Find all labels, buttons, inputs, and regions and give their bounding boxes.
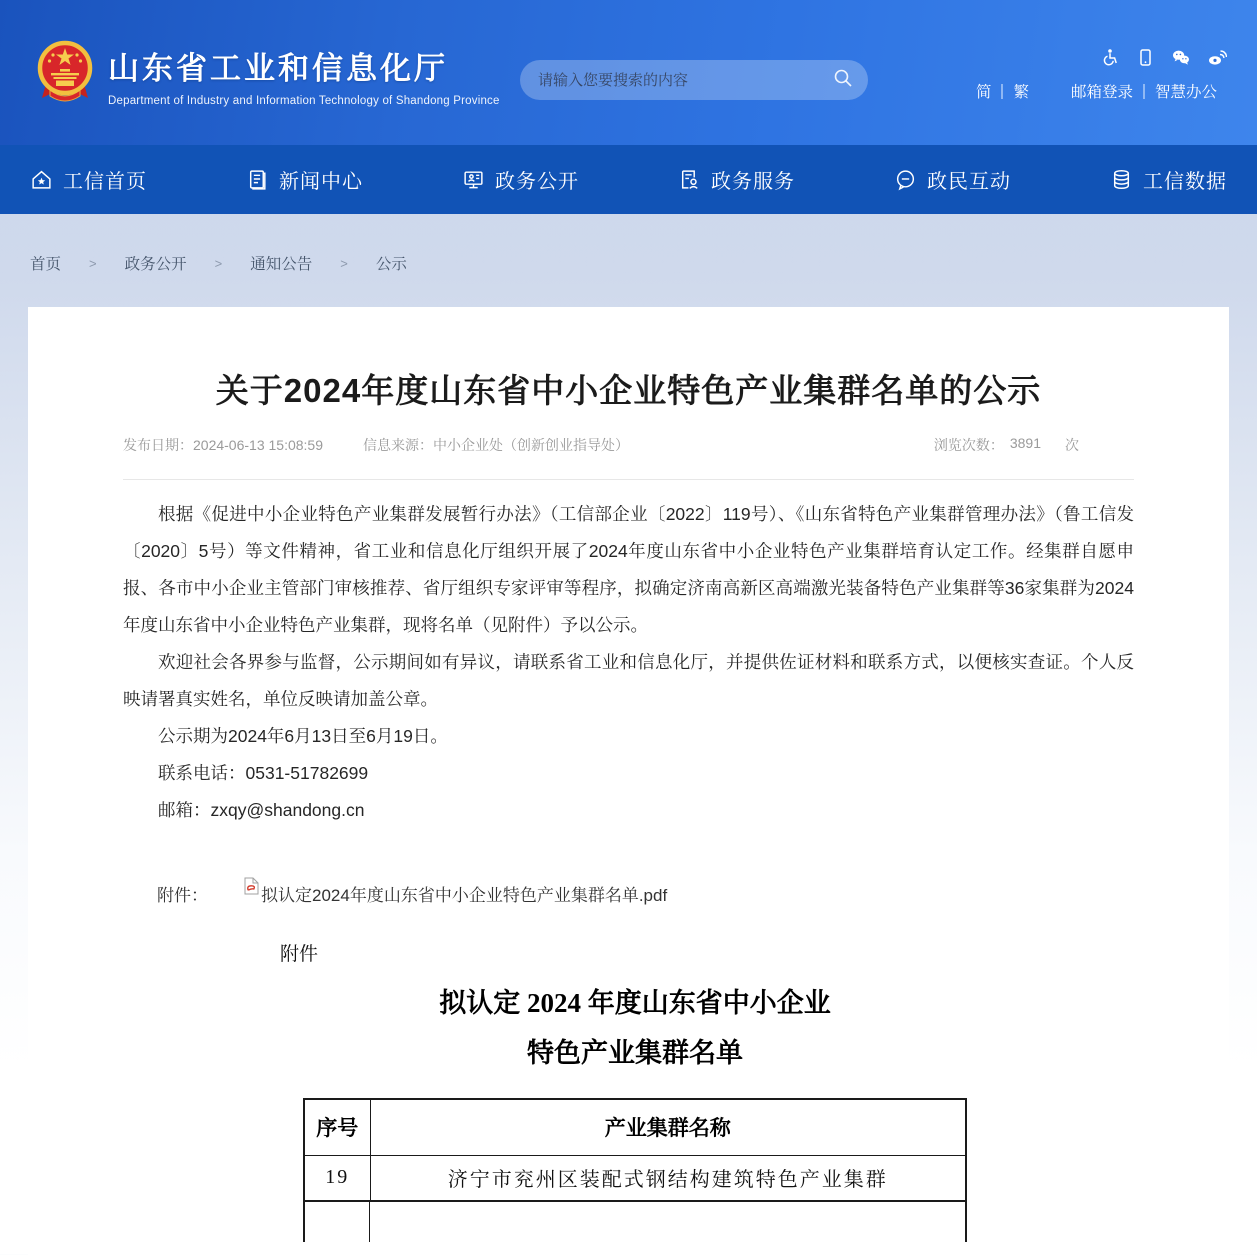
publish-date: 发布日期：2024-06-13 15:08:59 — [123, 437, 323, 453]
article-body — [123, 496, 1134, 829]
mail-login-link[interactable]: 邮箱登录 — [1070, 84, 1133, 101]
nav-item-label: 工信数据 — [1143, 171, 1227, 193]
site-header — [0, 0, 1257, 145]
site-subtitle: Department of Industry and Information Technology of Shandong Province — [108, 94, 500, 107]
nav-item-label: 新闻中心 — [279, 171, 363, 193]
paragraph: 联系电话：0531-51782699 — [158, 763, 369, 783]
nav-item-gov-open[interactable] — [462, 165, 579, 194]
header-icon-row — [1101, 48, 1227, 67]
search-input[interactable] — [538, 72, 832, 89]
site-logo[interactable] — [36, 40, 500, 109]
main-nav — [0, 145, 1257, 214]
news-icon — [246, 168, 269, 191]
nav-item-gov-service[interactable] — [678, 165, 795, 194]
nav-item-label: 工信首页 — [63, 171, 147, 193]
nav-item-home[interactable] — [30, 165, 147, 194]
breadcrumb-separator: > — [89, 255, 97, 271]
database-icon — [1110, 168, 1133, 191]
attachment-label: 附件： — [157, 886, 208, 905]
table-header-row — [304, 1099, 966, 1155]
doc-title-line2: 特色产业集群名单 — [527, 1038, 743, 1068]
document-person-icon — [678, 168, 701, 191]
home-icon — [30, 168, 53, 191]
paragraph: 根据《促进中小企业特色产业集群发展暂行办法》（工信部企业〔2022〕119号）、《山东省特色产业集群管理办法》（鲁工信发〔2020〕5号）等文件精神，省工业和信息化厅组织开展了2024年度山东省中小企业特色产业集群培育认定工作。经集群自愿申报、各市中小企业主管部门审核推荐、省厅组织专家评审等程序，拟确定济南高新区高端激光装备特色产业集群等36家集群为2024年度山东省中小企业特色产业集群，现将名单（见附件）予以公示。 — [123, 504, 1134, 635]
nav-item-label: 政务服务 — [711, 171, 795, 193]
weibo-icon[interactable] — [1207, 48, 1227, 67]
article-meta — [123, 435, 1134, 480]
lang-traditional-link[interactable]: 繁 — [1013, 84, 1029, 101]
view-count-label: 浏览次数： — [933, 437, 1004, 453]
paragraph: 欢迎社会各界参与监督，公示期间如有异议，请联系省工业和信息化厅，并提供佐证材料和联系方式，以便核实查证。个人反映请署真实姓名，单位反映请加盖公章。 — [123, 652, 1134, 709]
national-emblem-icon — [36, 40, 94, 109]
attachment-doc-label: 附件 — [280, 944, 319, 965]
doc-title-line1: 拟认定 2024 年度山东省中小企业 — [439, 988, 831, 1018]
cell-cluster-name: 济宁市兖州区装配式钢结构建筑特色产业集群 — [370, 1155, 966, 1201]
view-count-unit: 次 — [1065, 437, 1079, 453]
breadcrumb-gov-open[interactable]: 政务公开 — [124, 256, 187, 273]
lang-simplified-link[interactable]: 简 — [975, 84, 992, 101]
column-header-index: 序号 — [304, 1099, 370, 1155]
attachment-doc-title — [280, 978, 990, 1078]
chat-bubble-icon — [894, 168, 917, 191]
nav-item-label: 政民互动 — [927, 171, 1011, 193]
info-source: 信息来源：中小企业处（创新创业指导处） — [363, 437, 629, 453]
cluster-table — [303, 1098, 967, 1202]
breadcrumb-separator: > — [214, 255, 223, 271]
breadcrumb-current: 公示 — [375, 256, 407, 273]
breadcrumb — [0, 214, 1257, 274]
monitor-icon — [462, 168, 485, 191]
paragraph: 邮箱：zxqy@shandong.cn — [158, 800, 365, 820]
smart-office-link[interactable]: 智慧办公 — [1154, 84, 1217, 101]
wechat-icon[interactable] — [1171, 48, 1191, 67]
mobile-icon[interactable] — [1136, 48, 1155, 67]
site-title: 山东省工业和信息化厅 — [108, 50, 448, 86]
cell-index: 19 — [304, 1155, 370, 1201]
accessibility-icon[interactable] — [1101, 48, 1120, 67]
view-count-value: 3891 — [1009, 435, 1041, 451]
nav-item-label: 政务公开 — [495, 171, 579, 193]
page-title: 关于2024年度山东省中小企业特色产业集群名单的公示 — [215, 372, 1042, 409]
nav-item-interaction[interactable] — [894, 165, 1011, 194]
pdf-icon — [210, 877, 259, 903]
paragraph: 公示期为2024年6月13日至6月19日。 — [158, 726, 448, 746]
header-quick-links — [966, 80, 1227, 102]
table-row-partial — [303, 1202, 967, 1242]
attachment-file-link[interactable]: 拟认定2024年度山东省中小企业特色产业集群名单.pdf — [261, 886, 668, 905]
attachment-preview — [280, 939, 990, 1242]
search-icon[interactable] — [832, 67, 854, 94]
nav-item-data[interactable] — [1110, 165, 1227, 194]
table-row — [304, 1155, 966, 1201]
breadcrumb-separator: > — [340, 255, 348, 271]
search-box — [520, 60, 868, 100]
article-card — [28, 307, 1229, 1255]
breadcrumb-notices[interactable]: 通知公告 — [250, 256, 313, 273]
breadcrumb-home[interactable]: 首页 — [30, 256, 62, 273]
view-count — [934, 435, 1079, 455]
attachment-line — [123, 877, 1134, 909]
column-header-name: 产业集群名称 — [370, 1099, 966, 1155]
nav-item-news[interactable] — [246, 165, 363, 194]
